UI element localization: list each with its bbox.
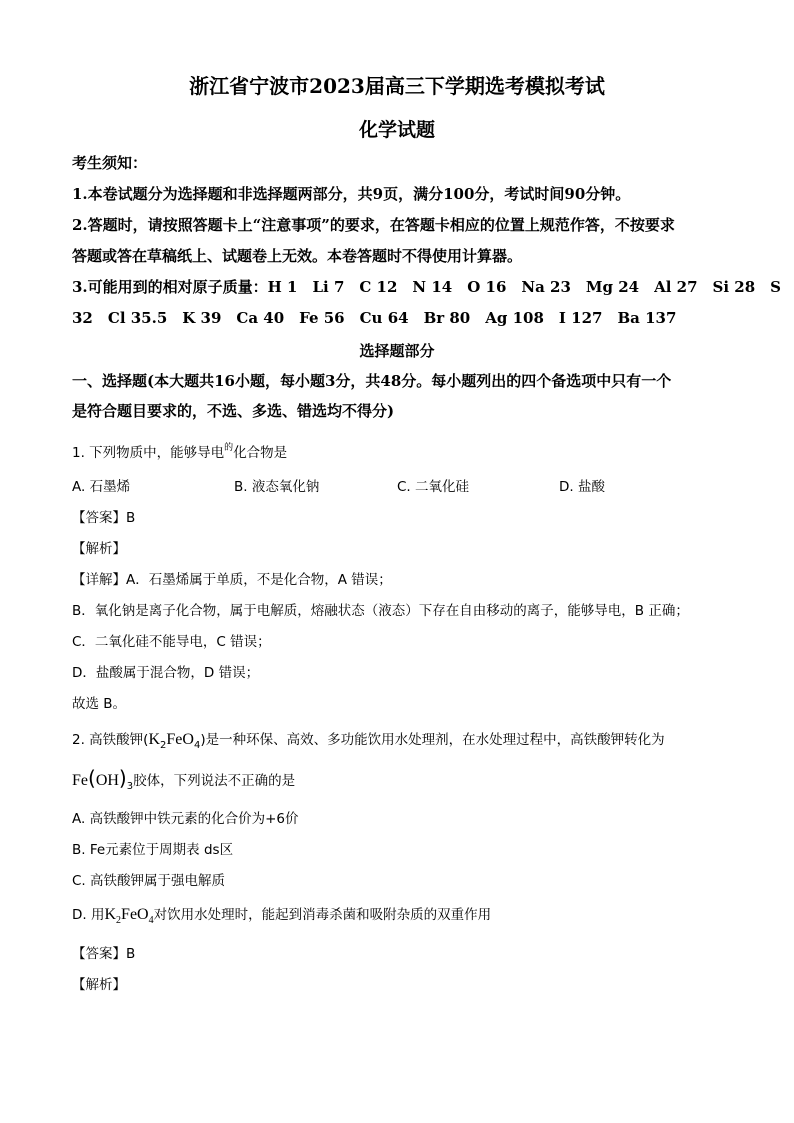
q1-analysis-label: 【解析】 [72,541,126,557]
q2-stem-text-b: 是一种环保、高效、多功能饮用水处理剂，在水处理过程中，高铁酸钾转化为 [205,732,665,748]
notice-heading: 考生须知： [72,154,148,172]
exam-subtitle: 化学试题 [358,119,435,141]
section-heading-line2: 是符合题目要求的，不选、多选、错选均不得分) [72,402,395,420]
q2-option-b: B. Fe元素位于周期表 ds区 [72,842,234,858]
notice-item-2a: 2.答题时，请按照答题卡上“注意事项”的要求，在答题卡相应的位置上规范作答，不按要求 [72,216,675,234]
q1-detail-2: B．氧化钠是离子化合物，属于电解质，熔融状态（液态）下存在自由移动的离子，能够导电，B 正确； [72,603,689,619]
q2-formula-open-paren: ( [143,732,149,748]
q1-detail-1: 【详解】A．石墨烯属于单质，不是化合物，A 错误； [72,572,392,588]
q2-stem-line2-text: 胶体，下列说法不正确的是 [133,773,296,789]
notice-item-3b: 32 Cl 35.5 K 39 Ca 40 Fe 56 Cu 64 Br 80 Ag 108 I 127 Ba 137 [72,309,677,327]
section-heading-line1: 一、选择题(本大题共16小题，每小题3分，共48分。每小题列出的四个备选项中只有一个 [72,372,672,390]
q1-detail-3: C．二氧化硅不能导电，C 错误； [72,634,271,650]
q2-option-d-formula: $K_2FeO_4$ [104,906,154,926]
q2-feoh3-oh: OH [95,772,119,789]
q1-option-b: B. 液态氧化钠 [234,479,320,495]
notice-item-3a: 3.可能用到的相对原子质量：H 1 Li 7 C 12 N 14 O 16 Na 23 Mg 24 Al 27 Si 28 S [72,278,782,296]
q1-detail-4: D．盐酸属于混合物，D 错误； [72,665,260,681]
q2-stem-line2 [72,766,295,790]
notice-item-1: 1.本卷试题分为选择题和非选择题两部分，共9页，满分100分，考试时间90分钟。 [72,185,631,203]
exam-title: 浙江省宁波市2023届高三下学期选考模拟考试 [189,74,605,98]
q2-feoh3-close: ) [118,766,127,790]
q2-option-c: C. 高铁酸钾属于强电解质 [72,873,226,889]
q2-option-d-text-b: 对饮用水处理时，能起到消毒杀菌和吸附杂质的双重作用 [153,907,492,923]
q2-stem [72,728,665,749]
q1-stem-text-b: 化合物是 [233,445,288,461]
q1-option-c: C. 二氧化硅 [397,479,470,495]
q1-conclusion: 故选 B。 [72,696,127,712]
q2-feoh3-open: ( [88,766,96,790]
q1-option-a: A. 石墨烯 [72,479,131,495]
q2-analysis-label: 【解析】 [72,977,126,993]
q1-answer: 【答案】B [72,510,136,526]
q2-formula-close-paren: ) [200,732,206,748]
section-label: 选择题部分 [359,342,435,360]
q2-option-d-text-a: D. 用 [72,907,105,923]
q2-feoh3-fe: Fe [72,772,88,789]
q1-stem [72,441,287,461]
q2-stem-text-a: 2. 高铁酸钾 [72,732,144,748]
q1-stem-sup: 的 [224,443,234,453]
q2-option-d [72,903,491,924]
q1-stem-text-a: 1. 下列物质中，能够导电 [72,445,225,461]
q2-formula-sub-2: 2 [160,740,167,751]
q2-feoh3-sub: 3 [126,781,134,792]
q2-answer: 【答案】B [72,946,136,962]
notice-item-2b: 答题或答在草稿纸上、试题卷上无效。本卷答题时不得使用计算器。 [72,247,523,265]
q2-formula-k: K [148,731,161,748]
q1-option-d: D. 盐酸 [559,479,605,495]
q2-formula-feo: FeO [166,731,194,748]
q2-formula-sub-4: 4 [193,740,201,751]
q2-option-a: A. 高铁酸钾中铁元素的化合价为+6价 [72,811,299,827]
